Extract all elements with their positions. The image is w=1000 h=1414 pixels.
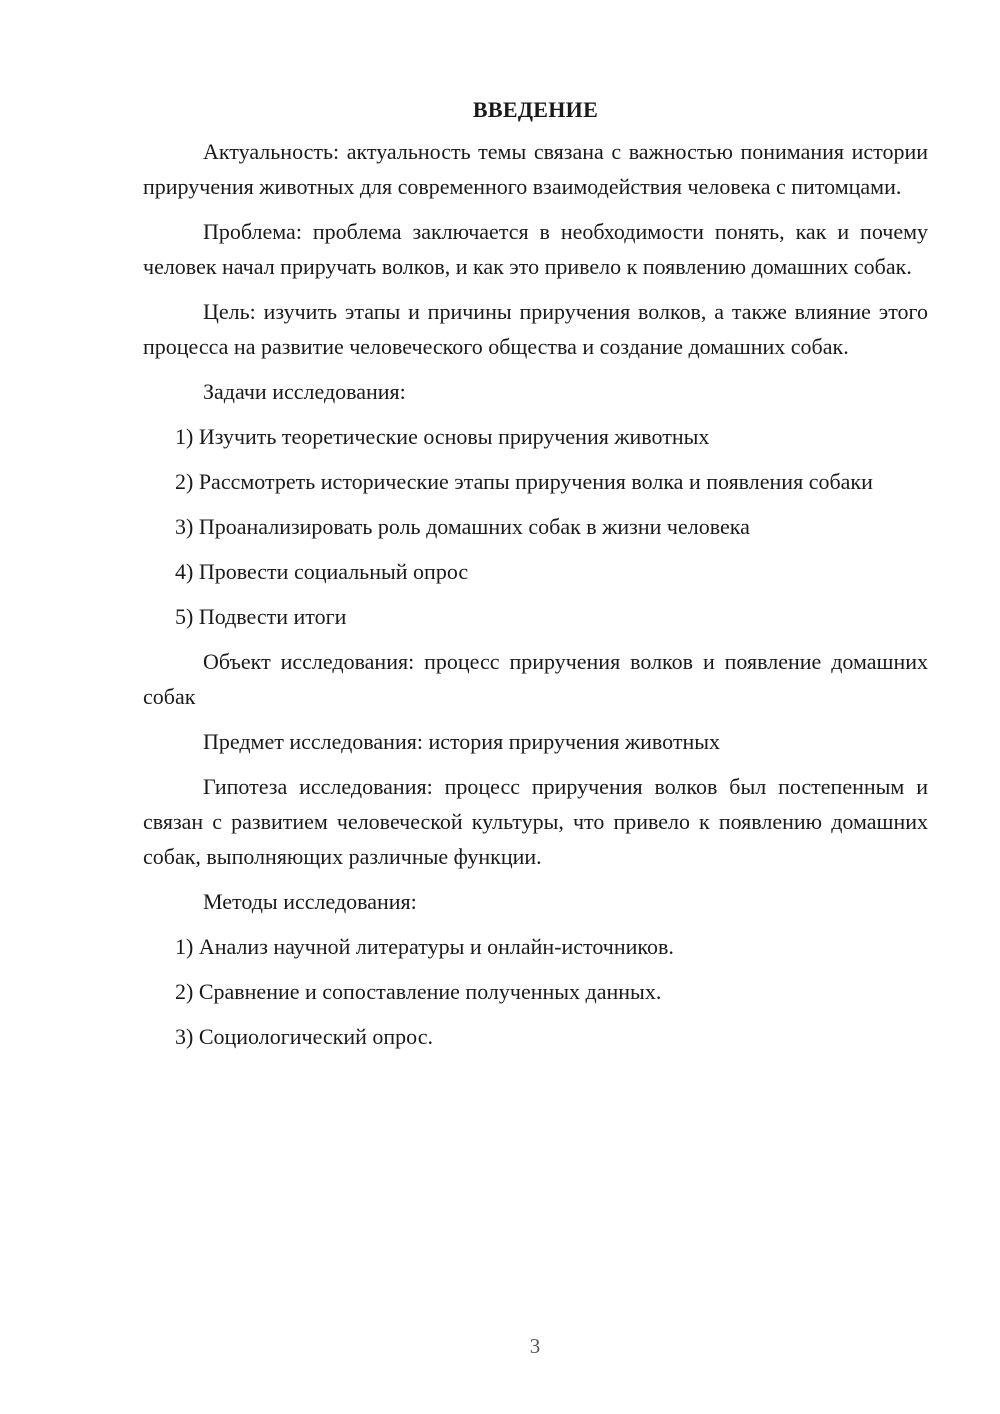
- problem-paragraph: Проблема: проблема заключается в необходимости понять, как и почему человек начал приручать волков, и как это привело к появлению домашних собак.: [143, 219, 928, 279]
- method-item-3: 3) Социологический опрос.: [175, 1024, 433, 1049]
- hypothesis-paragraph: Гипотеза исследования: процесс приручения волков был постепенным и связан с развитием человеческой культуры, что привело к появлению домашних собак, выполняющих различные функции.: [143, 774, 928, 869]
- object-paragraph: Объект исследования: процесс приручения волков и появление домашних собак: [143, 649, 928, 709]
- task-item-1: 1) Изучить теоретические основы приручения животных: [175, 424, 710, 449]
- task-item-3: 3) Проанализировать роль домашних собак в жизни человека: [175, 514, 750, 539]
- methods-title: Методы исследования:: [203, 889, 417, 914]
- task-item-4: 4) Провести социальный опрос: [175, 559, 469, 584]
- page-number: 3: [529, 1334, 541, 1358]
- goal-paragraph: Цель: изучить этапы и причины приручения волков, а также влияние этого процесса на развитие человеческого общества и создание домашних собак.: [143, 299, 928, 359]
- subject-paragraph: Предмет исследования: история приручения животных: [203, 729, 721, 754]
- relevance-paragraph: Актуальность: актуальность темы связана с важностью понимания истории приручения животных для современного взаимодействия человека с питомцами.: [143, 139, 928, 199]
- tasks-title: Задачи исследования:: [203, 379, 406, 404]
- document-page: [143, 92, 928, 1064]
- task-item-5: 5) Подвести итоги: [175, 604, 347, 629]
- task-item-2: 2) Рассмотреть исторические этапы приручения волка и появления собаки: [175, 469, 873, 494]
- method-item-1: 1) Анализ научной литературы и онлайн-источников.: [175, 934, 674, 959]
- page-title: ВВЕДЕНИЕ: [472, 97, 599, 122]
- method-item-2: 2) Сравнение и сопоставление полученных данных.: [175, 979, 662, 1004]
